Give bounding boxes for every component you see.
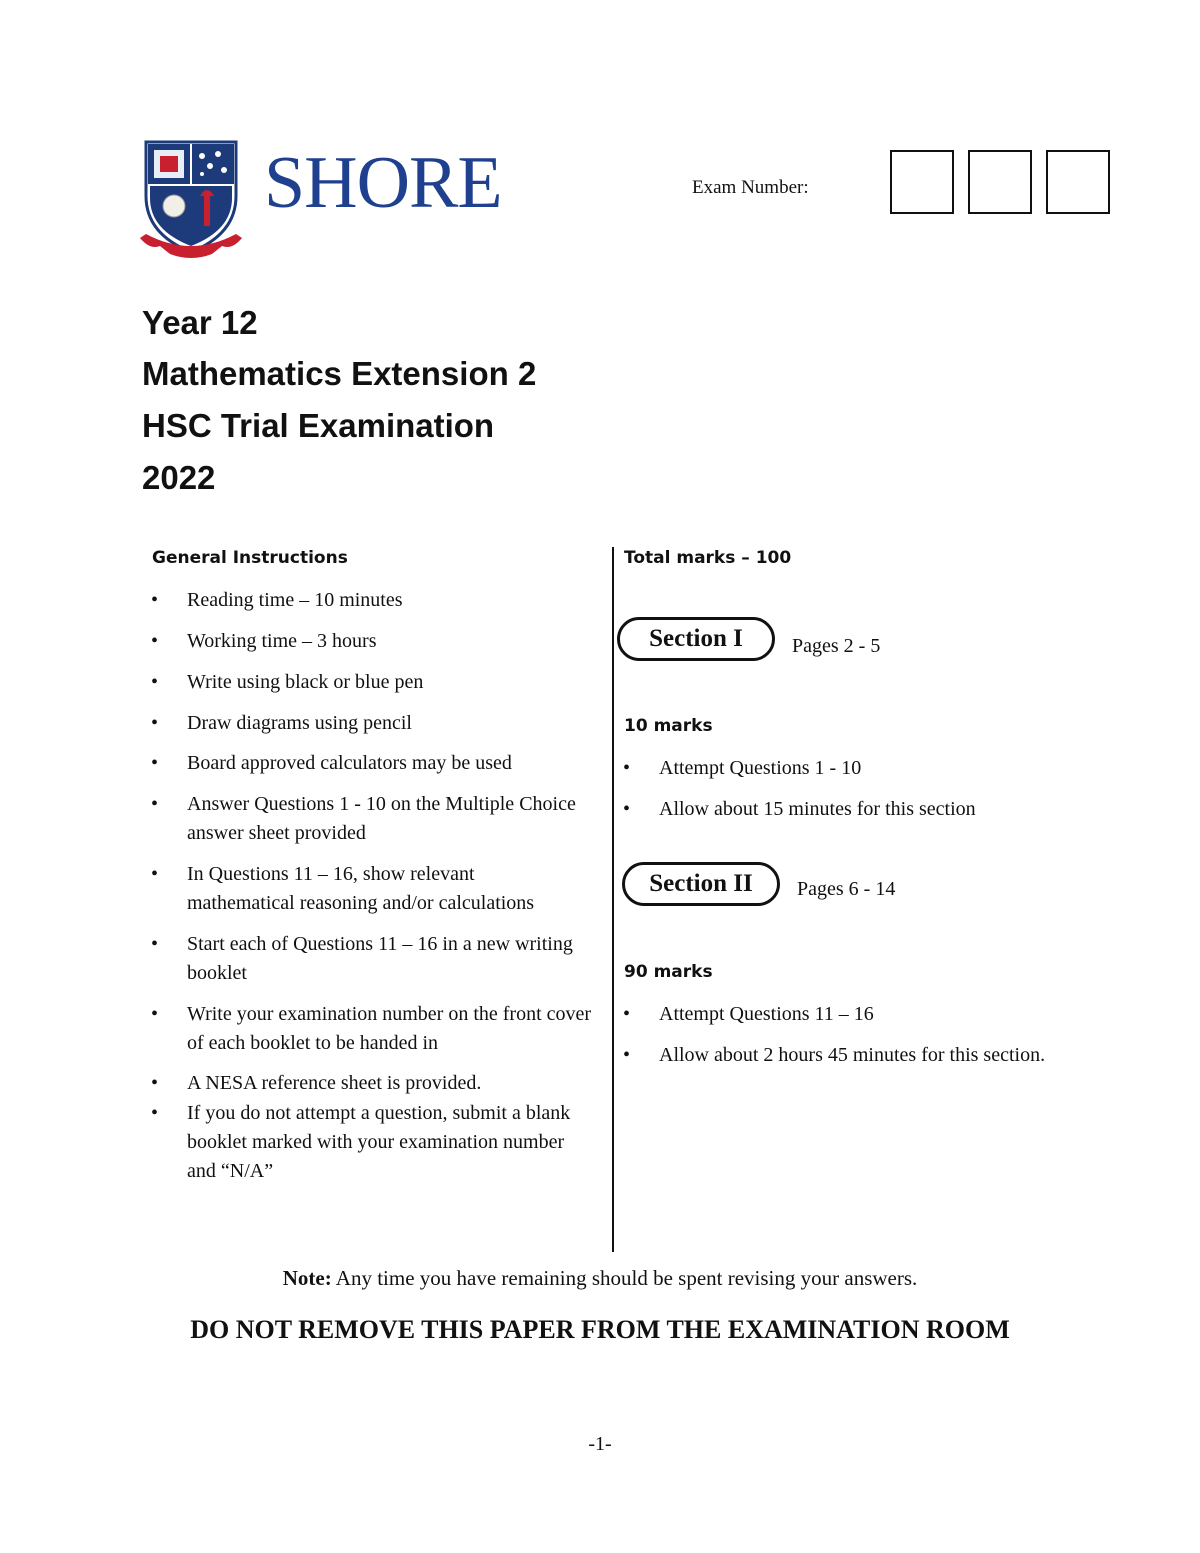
exam-number-box-3[interactable] <box>1046 150 1110 214</box>
title-subject: Mathematics Extension 2 <box>142 355 537 392</box>
section-2-item: • Allow about 2 hours 45 minutes for this section. <box>623 1041 1059 1070</box>
section-2-pages: Pages 6 - 14 <box>797 878 896 900</box>
title-date: 2022 <box>142 459 216 496</box>
section-2-marks: 90 marks <box>624 962 713 982</box>
title-year: Year 12 <box>142 304 258 341</box>
instruction-item: • Start each of Questions 11 – 16 in a new writing booklet <box>151 930 577 988</box>
school-crest-logo <box>140 138 242 262</box>
column-divider <box>612 547 614 1252</box>
title-exam: HSC Trial Examination <box>142 407 495 444</box>
general-instructions-heading: General Instructions <box>152 548 348 568</box>
exam-number-label: Exam Number: <box>692 177 809 198</box>
instruction-item: • If you do not attempt a question, submit a blank booklet marked with your examination number and “N/A” <box>151 1099 597 1186</box>
instruction-item: • In Questions 11 – 16, show relevant mathematical reasoning and/or calculations <box>151 860 547 918</box>
section-1-marks: 10 marks <box>624 716 713 736</box>
section-1-pages: Pages 2 - 5 <box>792 635 881 657</box>
section-1-badge: Section I <box>617 617 775 661</box>
note-line <box>0 1266 1200 1291</box>
section-2-list <box>623 1000 1053 1070</box>
exam-number-box-1[interactable] <box>890 150 954 214</box>
instruction-item: • Reading time – 10 minutes <box>151 586 601 615</box>
instruction-item: • Write your examination number on the front cover of each booklet to be handed in <box>151 1000 607 1058</box>
exam-number-box-2[interactable] <box>968 150 1032 214</box>
logo-wordmark: SHORE <box>264 142 502 224</box>
note-text: Any time you have remaining should be spent revising your answers. <box>331 1266 918 1290</box>
page-number: -1- <box>588 1433 612 1455</box>
instruction-item: • Answer Questions 1 - 10 on the Multiple Choice answer sheet provided <box>151 790 579 848</box>
general-instructions-list <box>151 586 601 1186</box>
section-1-item: • Attempt Questions 1 - 10 <box>623 754 1053 783</box>
total-marks: Total marks – 100 <box>624 548 792 568</box>
section-1-list <box>623 754 1053 824</box>
section-2-badge: Section II <box>622 862 780 906</box>
instruction-item: • Working time – 3 hours <box>151 627 601 656</box>
instruction-item: • Board approved calculators may be used <box>151 749 601 778</box>
note-label: Note: <box>282 1266 332 1290</box>
instruction-item: • Draw diagrams using pencil <box>151 709 601 738</box>
section-1-item: • Allow about 15 minutes for this section <box>623 795 1053 824</box>
warning-text: DO NOT REMOVE THIS PAPER FROM THE EXAMINATION ROOM <box>190 1315 1010 1344</box>
instruction-item: • Write using black or blue pen <box>151 668 601 697</box>
instruction-item: • A NESA reference sheet is provided. <box>151 1069 601 1098</box>
section-2-item: • Attempt Questions 11 – 16 <box>623 1000 1053 1029</box>
